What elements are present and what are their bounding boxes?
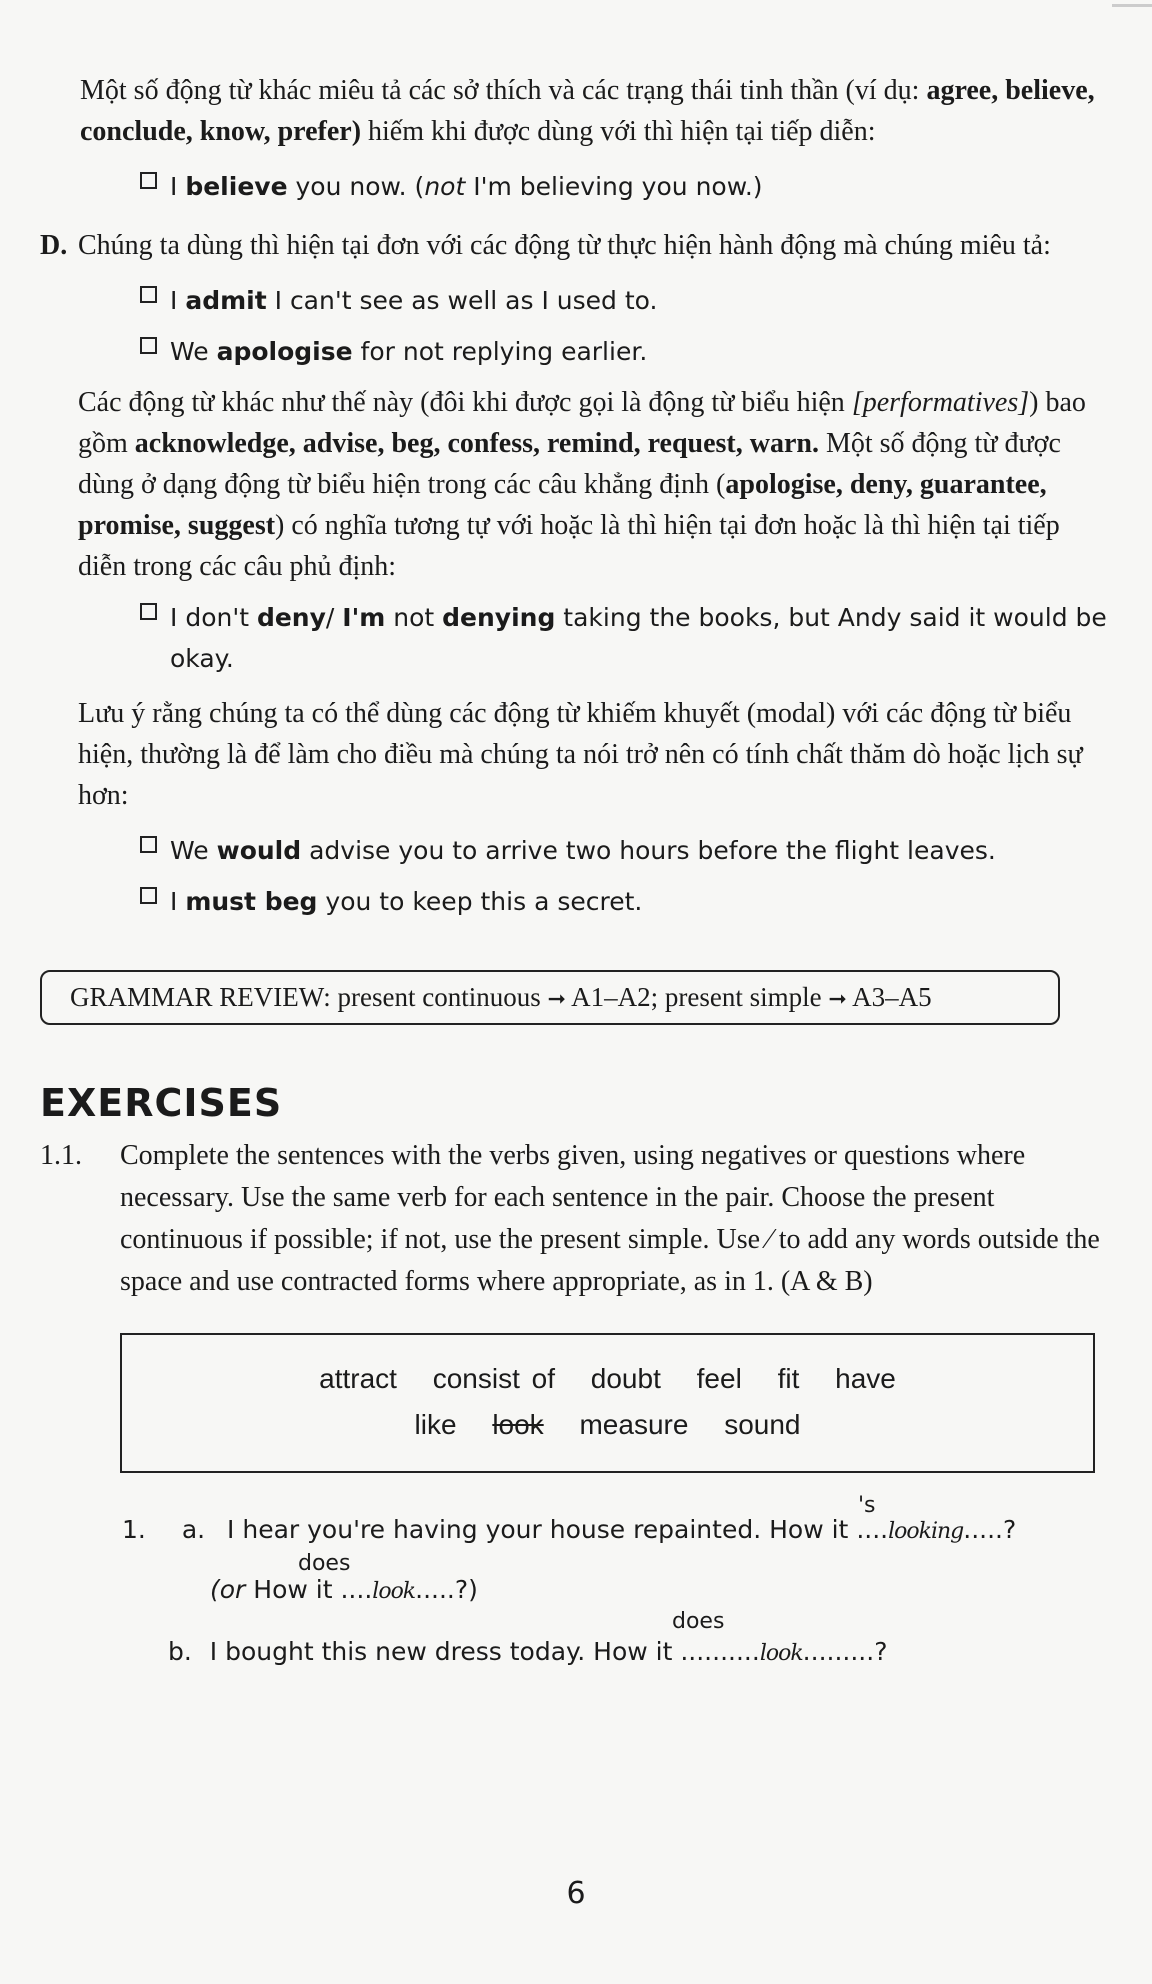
example-apologise: We apologise for not replying earlier. bbox=[40, 331, 1110, 372]
verb-item-struck: look bbox=[492, 1409, 544, 1440]
handwritten-answer: look bbox=[759, 1641, 803, 1666]
section-letter: D. bbox=[40, 230, 68, 261]
exercise-instructions bbox=[40, 1135, 1110, 1303]
item-1a bbox=[122, 1515, 1016, 1544]
review-ref2: A3–A5 bbox=[852, 982, 932, 1012]
section-d-intro: Chúng ta dùng thì hiện tại đơn với các động từ thực hiện hành động mà chúng miêu tả: bbox=[78, 230, 1051, 261]
item-text: I bought this new dress today. How bbox=[209, 1637, 648, 1666]
exercise-text: Complete the sentences with the verbs given, using negatives or questions where necessary. Use the same verb for each sentence in the pair. Choose the present continuous if possible; if not, use the present simple. Use ⁄ to add any words outside the space and use contracted forms where appropriate, as in 1. (A & B) bbox=[120, 1140, 1100, 1297]
item-label: b. bbox=[168, 1637, 192, 1666]
example-believe: I believe you now. (not I'm believing you now.) bbox=[40, 166, 1110, 207]
verb-item: attract bbox=[319, 1363, 397, 1394]
checkbox-bullet-icon bbox=[140, 286, 157, 303]
exercise-item-1 bbox=[40, 1493, 1110, 1693]
item-text: I hear you're having your house repainted. How bbox=[227, 1515, 824, 1544]
verb-item: fit bbox=[777, 1363, 800, 1394]
item-it: it bbox=[655, 1637, 673, 1666]
verb-box bbox=[120, 1333, 1095, 1473]
arrow-right-icon: ➞ bbox=[547, 986, 566, 1011]
alt-it: it bbox=[315, 1575, 333, 1604]
answer-blank: ....look.....?) bbox=[340, 1575, 478, 1604]
example-admit: I admit I can't see as well as I used to. bbox=[40, 280, 1110, 321]
handwritten-answer: look bbox=[372, 1579, 416, 1604]
review-ref1: A1–A2; present simple bbox=[571, 982, 822, 1012]
page-number: 6 bbox=[566, 1876, 586, 1911]
checkbox-bullet-icon bbox=[140, 887, 157, 904]
checkbox-bullet-icon bbox=[140, 836, 157, 853]
verb-item: sound bbox=[724, 1409, 801, 1440]
handwritten-insert: does bbox=[672, 1609, 725, 1634]
verb-item: measure bbox=[579, 1409, 689, 1440]
item-label: a. bbox=[181, 1515, 206, 1544]
modal-paragraph: Lưu ý rằng chúng ta có thể dùng các động từ khiếm khuyết (modal) với các động từ biểu hiện, thường là để làm cho điều mà chúng ta nói trở nên có tính chất thăm dò hoặc lịch sự hơn: bbox=[78, 698, 1083, 811]
review-label: GRAMMAR REVIEW: present continuous bbox=[70, 982, 541, 1012]
item-it: it bbox=[831, 1515, 849, 1544]
verb-row-1 bbox=[122, 1363, 1093, 1395]
handwritten-insert: 's bbox=[858, 1493, 876, 1518]
verb-item: consist of bbox=[432, 1363, 555, 1394]
handwritten-answer: looking bbox=[888, 1519, 964, 1544]
item-1b bbox=[168, 1637, 887, 1666]
continuation-paragraph bbox=[40, 70, 1110, 152]
checkbox-bullet-icon bbox=[140, 337, 157, 354]
continuation-line: Một số động từ khác miêu tả các sở thích và các trạng thái tinh thần (ví dụ: bbox=[80, 75, 920, 106]
section-d bbox=[40, 225, 1110, 266]
alt-prefix: (or bbox=[210, 1575, 246, 1604]
verb-row-2 bbox=[122, 1409, 1093, 1441]
grammar-review-box bbox=[40, 970, 1060, 1025]
exercises-heading: EXERCISES bbox=[40, 1081, 283, 1125]
verb-item: like bbox=[414, 1409, 457, 1440]
example-must-beg: I must beg you to keep this a secret. bbox=[40, 881, 1110, 922]
example-would: We would advise you to arrive two hours before the flight leaves. bbox=[40, 830, 1110, 871]
checkbox-bullet-icon bbox=[140, 172, 157, 189]
example-deny: I don't deny/ I'm not denying taking the books, but Andy said it would be okay. bbox=[40, 597, 1110, 679]
verb-item: feel bbox=[696, 1363, 742, 1394]
continuation-rest: hiếm khi được dùng với thì hiện tại tiếp diễn: bbox=[361, 116, 876, 147]
alt-how: How bbox=[253, 1575, 308, 1604]
verb-item: have bbox=[835, 1363, 896, 1394]
page-corner-mark bbox=[1112, 4, 1152, 7]
arrow-right-icon: ➞ bbox=[828, 986, 847, 1011]
handwritten-insert: does bbox=[298, 1551, 351, 1576]
exercise-number: 1.1. bbox=[40, 1140, 82, 1171]
verb-item: doubt bbox=[590, 1363, 661, 1394]
page-content bbox=[40, 70, 1110, 1693]
item-number: 1. bbox=[122, 1515, 146, 1544]
answer-blank: ..........look.........? bbox=[680, 1637, 888, 1666]
continuation-verbs: agree, believe, conclude, know, prefer) bbox=[80, 75, 1095, 147]
checkbox-bullet-icon bbox=[140, 603, 157, 620]
performatives-paragraph: Các động từ khác như thế này (đôi khi được gọi là động từ biểu hiện [performatives]) bao gồm acknowledge, advise, beg, confess, remind, request, warn. Một số động từ được dùng ở dạng động từ biểu hiện trong các câu khẳng định (apologise, deny, guarantee, promise, suggest) có nghĩa tương tự với hoặc là thì hiện tại đơn hoặc là thì hiện tại tiếp diễn trong các câu phủ định: bbox=[78, 387, 1086, 582]
item-1a-alt bbox=[210, 1575, 478, 1604]
answer-blank: ....looking.....? bbox=[856, 1515, 1017, 1544]
